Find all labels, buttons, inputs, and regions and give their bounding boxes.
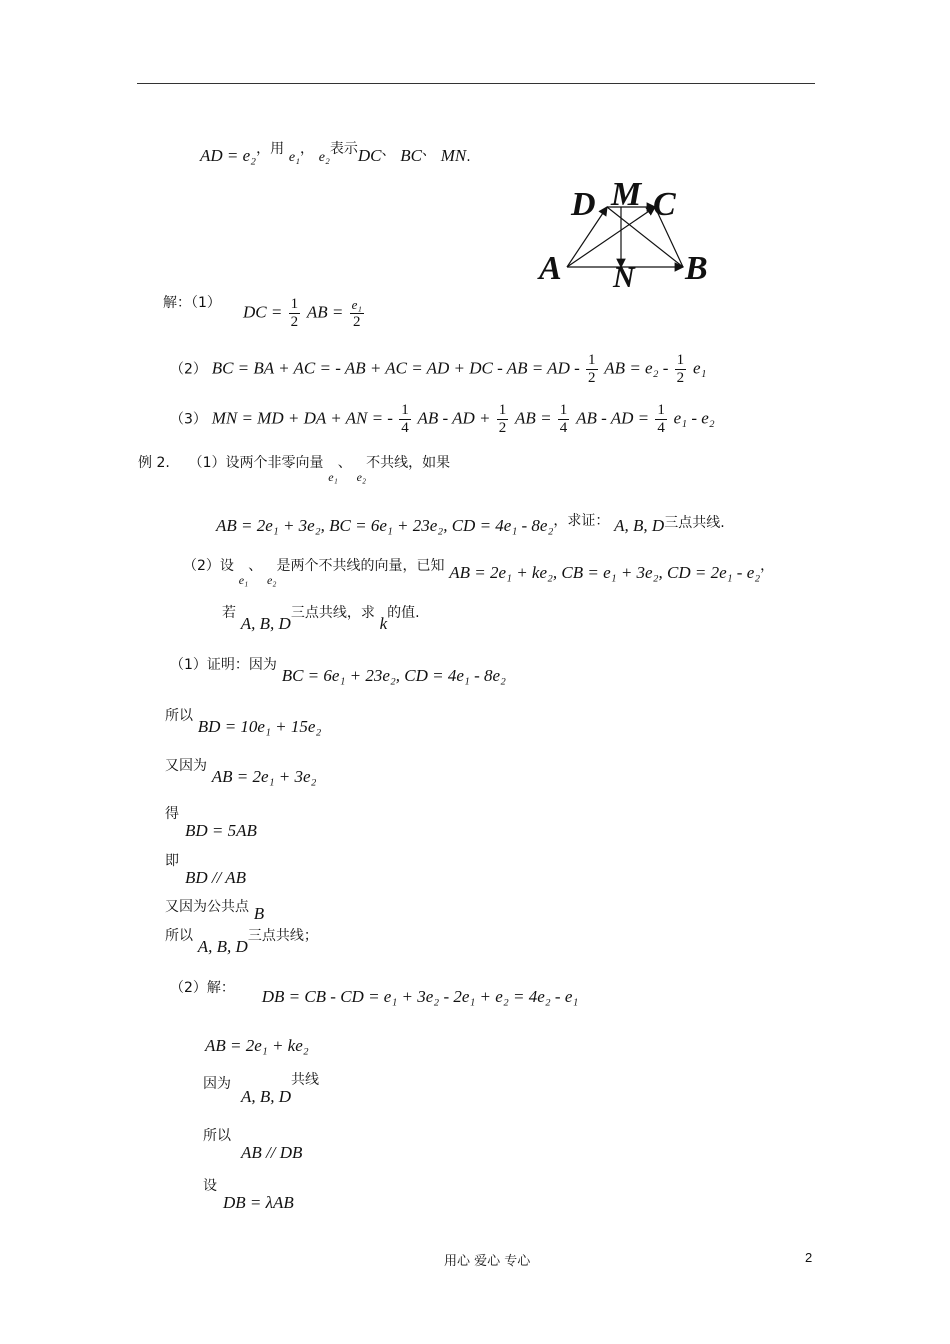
solution-1-math: DC = $\frac{1}{2}$ AB = $\frac{\text{e₁}}{2}$ [243,296,362,330]
proof1-l6: 又因为公共点 B [165,899,265,923]
fraction: $\frac{1}{2}$ [676,352,685,386]
fraction: $\frac{1}{4}$ [401,402,409,436]
example2-q2: （2）设 $_{e_1}$、 $_{e_2}$是两个不共线的向量，已知 AB = 2e₁ + ke₂, CB = e₁ + 3e₂, CD = 2e₁ - e₂， [183,558,775,587]
proof1-l1: （1）证明：因为 BC = 6e₁ + 23e₂, CD = 4e₁ - 8e₂ [170,657,506,685]
fraction: $\frac{1}{4}$ [559,402,568,436]
proof2-l3: 因为 A, B, D共线 [203,1072,320,1106]
proof1-l3: 又因为 AB = 2e₁ + 3e₂ [165,758,317,786]
fraction: $\frac{1}{2}$ [588,352,596,386]
proof1-l7: 所以 A, B, D三点共线； [165,928,318,956]
solution-1: 解：（1） [163,295,221,311]
proof2-l1: （2）解： DB = CB - CD = e₁ + 3e₂ - 2e₁ + e₂ = 4e₂ - e₁ [170,980,579,1006]
proof2-l5: 设 DB = λAB [203,1178,294,1212]
fraction: $\frac{1}{2}$ [498,402,507,436]
intro-line: AD = e₂，用 e₁， e₂表示DC、 BC、 MN. [200,141,471,165]
proof2-l2: AB = 2e₁ + ke₂ [205,1036,309,1055]
footer-slogan: 用心 爱心 专心 [444,1254,531,1269]
proof2-l4: 所以 AB // DB [203,1128,303,1162]
label-b: B [685,250,708,287]
page-number: 2 [805,1250,813,1265]
fraction: $\frac{\text{e₁}}{2}$ [351,296,362,330]
example2-q1: 例 2. （1）设两个非零向量 $_{e_1}$、 $_{e_2}$不共线，如果 [138,455,451,484]
label-d: D [571,186,596,223]
proof1-l4: 得 BD = 5AB [165,806,257,840]
label-c: C [653,186,676,223]
label-a: A [539,250,562,287]
proof1-l2: 所以 BD = 10e₁ + 15e₂ [165,708,322,736]
solution-2: （2） BC = BA + AC = - AB + AC = AD + DC - AB = AD - $\frac{1}{2}$ AB = e₂ - $\frac{1}{2}$ e₁ [170,352,707,386]
fraction: $\frac{1}{2}$ [290,296,299,330]
header-rule [137,83,815,84]
label-m: M [611,176,642,213]
intro-ad: AD = e₂ [200,146,257,165]
solution-3: （3） MN = MD + DA + AN = - $\frac{1}{4}$ AB - AD + $\frac{1}{2}$ AB = $\frac{1}{4}$ AB - AD = $\frac{1}{4}$ e₁ - e₂ [170,402,715,436]
example-title: 例 2. [138,455,170,471]
example2-q1-cond: AB = 2e₁ + 3e₂, BC = 6e₁ + 23e₂, CD = 4e₁ - 8e₂，求证： A, B, D三点共线. [216,513,725,535]
trapezoid-figure [535,175,735,290]
example2-q2-line2: 若 A, B, D三点共线，求 k的值. [222,605,420,633]
proof1-l5: 即 BD // AB [165,853,247,887]
label-n: N [613,261,635,290]
fraction: $\frac{1}{4}$ [657,402,665,436]
